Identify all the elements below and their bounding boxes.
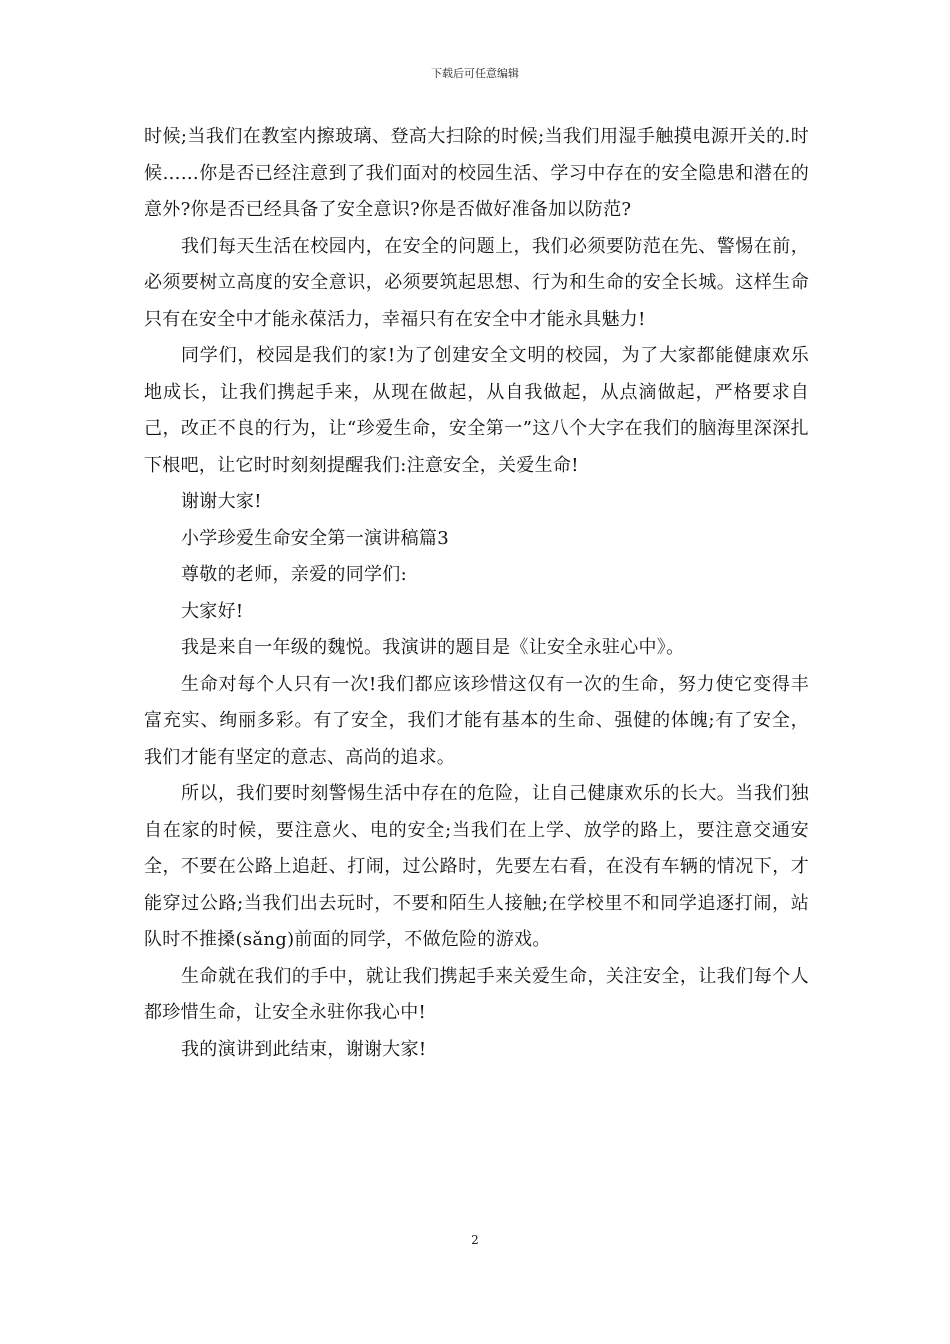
section-title: 小学珍爱生命安全第一演讲稿篇3: [181, 527, 449, 549]
greeting: 大家好!: [181, 600, 244, 622]
paragraph-life: 生命对每个人只有一次!我们都应该珍惜这仅有一次的生命，努力使它变得丰富充实、绚丽多彩。有了安全，我们才能有基本的生命、强健的体魄;有了安全，我们才能有坚定的意志、高尚的追求。: [144, 673, 809, 768]
paragraph-closing: 我的演讲到此结束，谢谢大家!: [181, 1038, 427, 1060]
document-body: [144, 119, 809, 1068]
page-header: 下载后可任意编辑: [431, 67, 519, 80]
paragraph-hands: 生命就在我们的手中，就让我们携起手来关爱生命，关注安全，让我们每个人都珍惜生命，让安全永驻你我心中!: [144, 965, 809, 1023]
paragraph-intro: 我是来自一年级的魏悦。我演讲的题目是《让安全永驻心中》。: [181, 637, 685, 658]
salutation: 尊敬的老师，亲爱的同学们:: [181, 564, 407, 585]
paragraph-1: 时候;当我们在教室内擦玻璃、登高大扫除的时候;当我们用湿手触摸电源开关的.时候……你是否已经注意到了我们面对的校园生活、学习中存在的安全隐患和潜在的意外?你是否已经具备了安全意识?你是否做好准备加以防范?: [144, 126, 809, 220]
paragraph-3: 同学们，校园是我们的家!为了创建安全文明的校园，为了大家都能健康欢乐地成长，让我们携起手来，从现在做起，从自我做起，从点滴做起，严格要求自己，改正不良的行为，让“珍爱生命，安全第一”这八个大字在我们的脑海里深深扎下根吧，让它时时刻刻提醒我们:注意安全，关爱生命!: [144, 345, 809, 476]
page-number: 2: [471, 1233, 479, 1247]
paragraph-2: 我们每天生活在校园内，在安全的问题上，我们必须要防范在先、警惕在前，必须要树立高度的安全意识，必须要筑起思想、行为和生命的安全长城。这样生命只有在安全中才能永葆活力，幸福只有在安全中才能永具魅力!: [144, 235, 809, 330]
paragraph-danger: 所以，我们要时刻警惕生活中存在的危险，让自己健康欢乐的长大。当我们独自在家的时候，要注意火、电的安全;当我们在上学、放学的路上，要注意交通安全，不要在公路上追赶、打闹，过公路时，先要左右看，在没有车辆的情况下，才能穿过公路;当我们出去玩时，不要和陌生人接触;在学校里不和同学追逐打闹，站队时不推搡(sǎng)前面的同学，不做危险的游戏。: [144, 783, 809, 950]
paragraph-thanks: 谢谢大家!: [181, 491, 262, 512]
